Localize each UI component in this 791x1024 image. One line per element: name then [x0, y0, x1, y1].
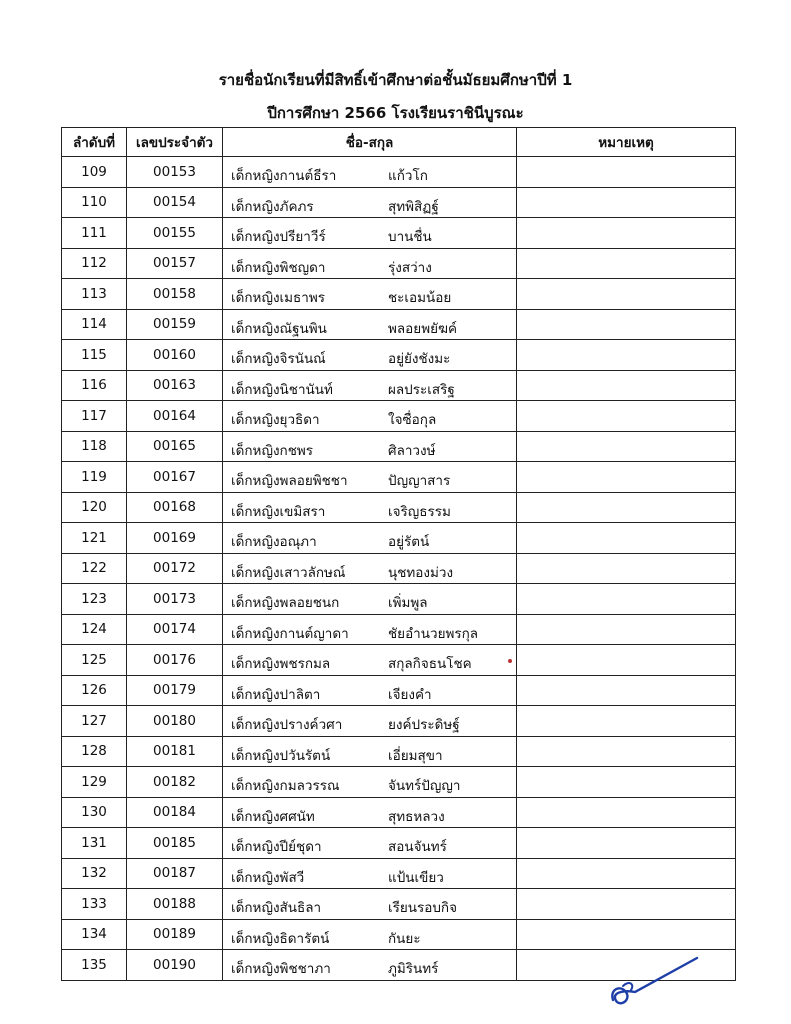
cell-order: 115 — [62, 340, 127, 371]
cell-note — [517, 340, 736, 371]
cell-note — [517, 736, 736, 767]
last-name: ภูมิรินทร์ — [388, 961, 439, 977]
cell-note — [517, 706, 736, 737]
cell-name — [223, 675, 517, 706]
cell-id: 00154 — [127, 187, 223, 218]
cell-note — [517, 279, 736, 310]
cell-id: 00179 — [127, 675, 223, 706]
cell-id: 00155 — [127, 218, 223, 249]
page-subtitle: ปีการศึกษา 2566 โรงเรียนราชินีบูรณะ — [267, 104, 524, 122]
cell-order: 126 — [62, 675, 127, 706]
table-row — [62, 523, 736, 554]
cell-order: 114 — [62, 309, 127, 340]
last-name: ชะเอมน้อย — [388, 290, 452, 306]
table-row — [62, 187, 736, 218]
cell-name — [223, 157, 517, 188]
cell-order: 122 — [62, 553, 127, 584]
cell-id: 00157 — [127, 248, 223, 279]
last-name: เรียนรอบกิจ — [388, 900, 458, 916]
table-row — [62, 431, 736, 462]
cell-note — [517, 767, 736, 798]
first-name: เด็กหญิงพลอยชนก — [231, 595, 340, 611]
last-name: สุทธหลวง — [388, 808, 445, 825]
cell-order: 123 — [62, 584, 127, 615]
cell-order: 120 — [62, 492, 127, 523]
first-name: เด็กหญิงยุวธิดา — [231, 412, 320, 428]
cell-id: 00176 — [127, 645, 223, 676]
ink-dot — [508, 659, 512, 663]
cell-name — [223, 584, 517, 615]
table-row — [62, 889, 736, 920]
last-name: เพิ่มพูล — [388, 595, 428, 611]
cell-order: 131 — [62, 828, 127, 859]
first-name: เด็กหญิงพิชชาภา — [231, 961, 331, 977]
first-name: เด็กหญิงพัสวี — [231, 869, 305, 886]
table-row — [62, 370, 736, 401]
cell-name — [223, 431, 517, 462]
cell-id: 00165 — [127, 431, 223, 462]
cell-note — [517, 157, 736, 188]
cell-note — [517, 370, 736, 401]
table-row — [62, 279, 736, 310]
cell-name — [223, 462, 517, 493]
table-row — [62, 645, 736, 676]
first-name: เด็กหญิงเสาวลักษณ์ — [231, 564, 346, 581]
first-name: เด็กหญิงเมธาพร — [231, 290, 326, 306]
cell-order: 121 — [62, 523, 127, 554]
first-name: เด็กหญิงกมลวรรณ — [231, 778, 340, 794]
first-name: เด็กหญิงจิรนันณ์ — [231, 351, 326, 367]
last-name: กันยะ — [388, 930, 421, 947]
cell-name — [223, 889, 517, 920]
cell-order: 133 — [62, 889, 127, 920]
cell-note — [517, 248, 736, 279]
cell-id: 00172 — [127, 553, 223, 584]
cell-id: 00190 — [127, 950, 223, 981]
first-name: เด็กหญิงเขมิสรา — [231, 503, 326, 520]
cell-id: 00185 — [127, 828, 223, 859]
table-body — [62, 157, 736, 981]
cell-id: 00189 — [127, 919, 223, 950]
cell-id: 00167 — [127, 462, 223, 493]
cell-note — [517, 889, 736, 920]
table-row — [62, 797, 736, 828]
cell-note — [517, 431, 736, 462]
cell-order: 119 — [62, 462, 127, 493]
cell-note — [517, 919, 736, 950]
cell-order: 128 — [62, 736, 127, 767]
cell-name — [223, 523, 517, 554]
cell-name — [223, 950, 517, 981]
first-name: เด็กหญิงปาลิตา — [231, 686, 321, 703]
first-name: เด็กหญิงณัฐนพิน — [231, 320, 327, 337]
cell-name — [223, 248, 517, 279]
last-name: บานชื่น — [388, 229, 432, 245]
first-name: เด็กหญิงศศนัท — [231, 808, 315, 825]
table-row — [62, 157, 736, 188]
cell-name — [223, 187, 517, 218]
cell-id: 00187 — [127, 858, 223, 889]
cell-id: 00169 — [127, 523, 223, 554]
cell-note — [517, 645, 736, 676]
cell-name — [223, 797, 517, 828]
cell-note — [517, 401, 736, 432]
cell-name — [223, 279, 517, 310]
cell-name — [223, 919, 517, 950]
cell-note — [517, 553, 736, 584]
cell-note — [517, 584, 736, 615]
cell-id: 00160 — [127, 340, 223, 371]
first-name: เด็กหญิงปวันรัตน์ — [231, 747, 331, 764]
cell-id: 00164 — [127, 401, 223, 432]
last-name: สุทพิสิฏฐ์ — [388, 198, 439, 215]
cell-order: 130 — [62, 797, 127, 828]
cell-note — [517, 523, 736, 554]
cell-note — [517, 614, 736, 645]
cell-id: 00181 — [127, 736, 223, 767]
cell-order: 116 — [62, 370, 127, 401]
header-note: หมายเหตุ — [517, 128, 736, 157]
first-name: เด็กหญิงนิชานันท์ — [231, 381, 333, 398]
cell-note — [517, 828, 736, 859]
first-name: เด็กหญิงกานต์ธีรา — [231, 168, 337, 184]
last-name: อยู่รัตน์ — [388, 534, 430, 550]
cell-name — [223, 858, 517, 889]
cell-id: 00168 — [127, 492, 223, 523]
first-name: เด็กหญิงกานต์ญาดา — [231, 625, 349, 642]
table-row — [62, 248, 736, 279]
cell-id: 00159 — [127, 309, 223, 340]
table-header-row — [62, 128, 736, 157]
first-name: เด็กหญิงปีย์ชุดา — [231, 839, 322, 855]
cell-name — [223, 553, 517, 584]
last-name: ผลประเสริฐ — [388, 381, 455, 398]
first-name: เด็กหญิงปรียาวีร์ — [231, 229, 326, 245]
cell-id: 00153 — [127, 157, 223, 188]
table-row — [62, 736, 736, 767]
cell-order: 135 — [62, 950, 127, 981]
header-id: เลขประจำตัว — [127, 128, 223, 157]
table-row — [62, 401, 736, 432]
cell-order: 125 — [62, 645, 127, 676]
cell-order: 111 — [62, 218, 127, 249]
cell-name — [223, 767, 517, 798]
table-row — [62, 462, 736, 493]
cell-name — [223, 370, 517, 401]
table-row — [62, 919, 736, 950]
first-name: เด็กหญิงสันธิลา — [231, 900, 322, 916]
cell-name — [223, 309, 517, 340]
last-name: เจียงคำ — [388, 686, 432, 703]
cell-name — [223, 828, 517, 859]
cell-note — [517, 675, 736, 706]
last-name: เอี่ยมสุขา — [388, 747, 443, 764]
last-name: ยงค์ประดิษฐ์ — [388, 717, 460, 733]
cell-id: 00188 — [127, 889, 223, 920]
page-title: รายชื่อนักเรียนที่มีสิทธิ์เข้าศึกษาต่อชั้นมัธยมศึกษาปีที่ 1 — [218, 71, 573, 89]
last-name: เจริญธรรม — [388, 503, 451, 520]
header-order: ลำดับที่ — [62, 128, 127, 157]
cell-name — [223, 706, 517, 737]
table-row — [62, 675, 736, 706]
cell-note — [517, 462, 736, 493]
last-name: ใจซื่อกุล — [388, 412, 437, 428]
table-row — [62, 492, 736, 523]
table-row — [62, 218, 736, 249]
student-roster-table — [61, 127, 736, 981]
cell-id: 00163 — [127, 370, 223, 401]
cell-order: 110 — [62, 187, 127, 218]
first-name: เด็กหญิงธิดารัตน์ — [231, 930, 330, 947]
cell-note — [517, 492, 736, 523]
table-row — [62, 309, 736, 340]
cell-id: 00158 — [127, 279, 223, 310]
first-name: เด็กหญิงกชพร — [231, 442, 314, 459]
first-name: เด็กหญิงพลอยพิชชา — [231, 473, 348, 489]
first-name: เด็กหญิงอณุภา — [231, 534, 317, 550]
cell-order: 124 — [62, 614, 127, 645]
cell-order: 129 — [62, 767, 127, 798]
last-name: พลอยพยัฆค์ — [388, 320, 458, 337]
table-row — [62, 767, 736, 798]
cell-order: 134 — [62, 919, 127, 950]
last-name: แก้วโก — [388, 168, 428, 184]
cell-note — [517, 309, 736, 340]
cell-id: 00184 — [127, 797, 223, 828]
table-row — [62, 553, 736, 584]
cell-name — [223, 645, 517, 676]
signature-icon — [605, 950, 705, 1010]
table-row — [62, 858, 736, 889]
cell-note — [517, 797, 736, 828]
first-name: เด็กหญิงปรางค์วศา — [231, 717, 343, 733]
cell-name — [223, 218, 517, 249]
table-row — [62, 584, 736, 615]
last-name: สอนจันทร์ — [388, 839, 447, 855]
cell-name — [223, 340, 517, 371]
last-name: ปัญญาสาร — [388, 473, 451, 489]
header-name: ชื่อ-สกุล — [223, 128, 517, 157]
last-name: จันทร์ปัญญา — [388, 778, 461, 794]
last-name: ชัยอำนวยพรกุล — [388, 625, 479, 642]
last-name: สกุลกิจธนโชค — [388, 656, 472, 672]
table-row — [62, 614, 736, 645]
table-row — [62, 340, 736, 371]
cell-name — [223, 736, 517, 767]
last-name: แป้นเขียว — [388, 869, 444, 886]
cell-note — [517, 858, 736, 889]
cell-name — [223, 614, 517, 645]
cell-id: 00173 — [127, 584, 223, 615]
cell-id: 00180 — [127, 706, 223, 737]
cell-note — [517, 187, 736, 218]
first-name: เด็กหญิงพิชญดา — [231, 259, 326, 276]
cell-name — [223, 401, 517, 432]
cell-order: 132 — [62, 858, 127, 889]
table-row — [62, 828, 736, 859]
last-name: รุ่งสว่าง — [388, 259, 432, 276]
cell-order: 113 — [62, 279, 127, 310]
cell-id: 00182 — [127, 767, 223, 798]
cell-order: 127 — [62, 706, 127, 737]
first-name: เด็กหญิงภัคภร — [231, 198, 314, 215]
last-name: อยู่ยังชังมะ — [388, 351, 451, 367]
cell-note — [517, 218, 736, 249]
cell-name — [223, 492, 517, 523]
cell-order: 112 — [62, 248, 127, 279]
cell-order: 109 — [62, 157, 127, 188]
cell-order: 117 — [62, 401, 127, 432]
first-name: เด็กหญิงพชรกมล — [231, 656, 331, 672]
cell-order: 118 — [62, 431, 127, 462]
table-row — [62, 706, 736, 737]
last-name: ศิลาวงษ์ — [388, 442, 436, 459]
cell-id: 00174 — [127, 614, 223, 645]
last-name: นุชทองม่วง — [388, 564, 454, 581]
